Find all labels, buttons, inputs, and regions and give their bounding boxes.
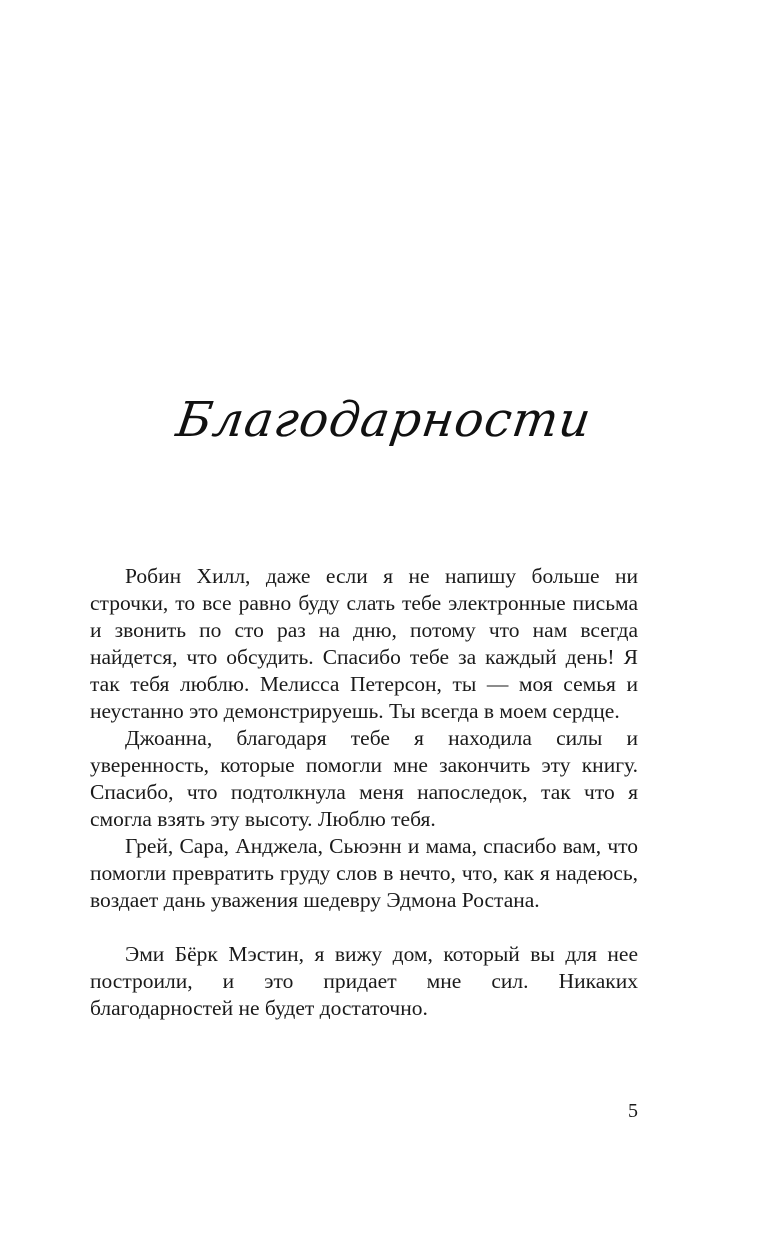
chapter-title: Благодарности: [172, 392, 596, 448]
paragraph-grey: Грей, Сара, Анджела, Сьюэнн и мама, спасибо вам, что помогли превратить груду слов в нечто, что, как я надеюсь, воздает дань уважения шедевру Эдмона Ростана.: [90, 834, 638, 912]
paragraph-amy: Эми Бёрк Мэстин, я вижу дом, который вы для нее построили, и это придает мне сил. Никаких благодарностей не будет достаточно.: [90, 942, 638, 1020]
acknowledgements-text: [90, 563, 638, 1022]
paragraph-robin: Робин Хилл, даже если я не напишу больше ни строчки, то все равно буду слать тебе электронные письма и звонить по сто раз на дню, потому что нам всегда найдется, что обсудить. Спасибо тебе за каждый день! Я так тебя люблю. Мелисса Петерсон, ты — моя семья и неустанно это демонстрируешь. Ты всегда в моем сердце.: [90, 564, 638, 723]
paragraph-joanna: Джоанна, благодаря тебе я находила силы и уверенность, которые помогли мне закончить эту книгу. Спасибо, что подтолкнула меня напоследок, так что я смогла взять эту высоту. Люблю тебя.: [90, 726, 638, 831]
page-number: 5: [628, 1100, 638, 1122]
